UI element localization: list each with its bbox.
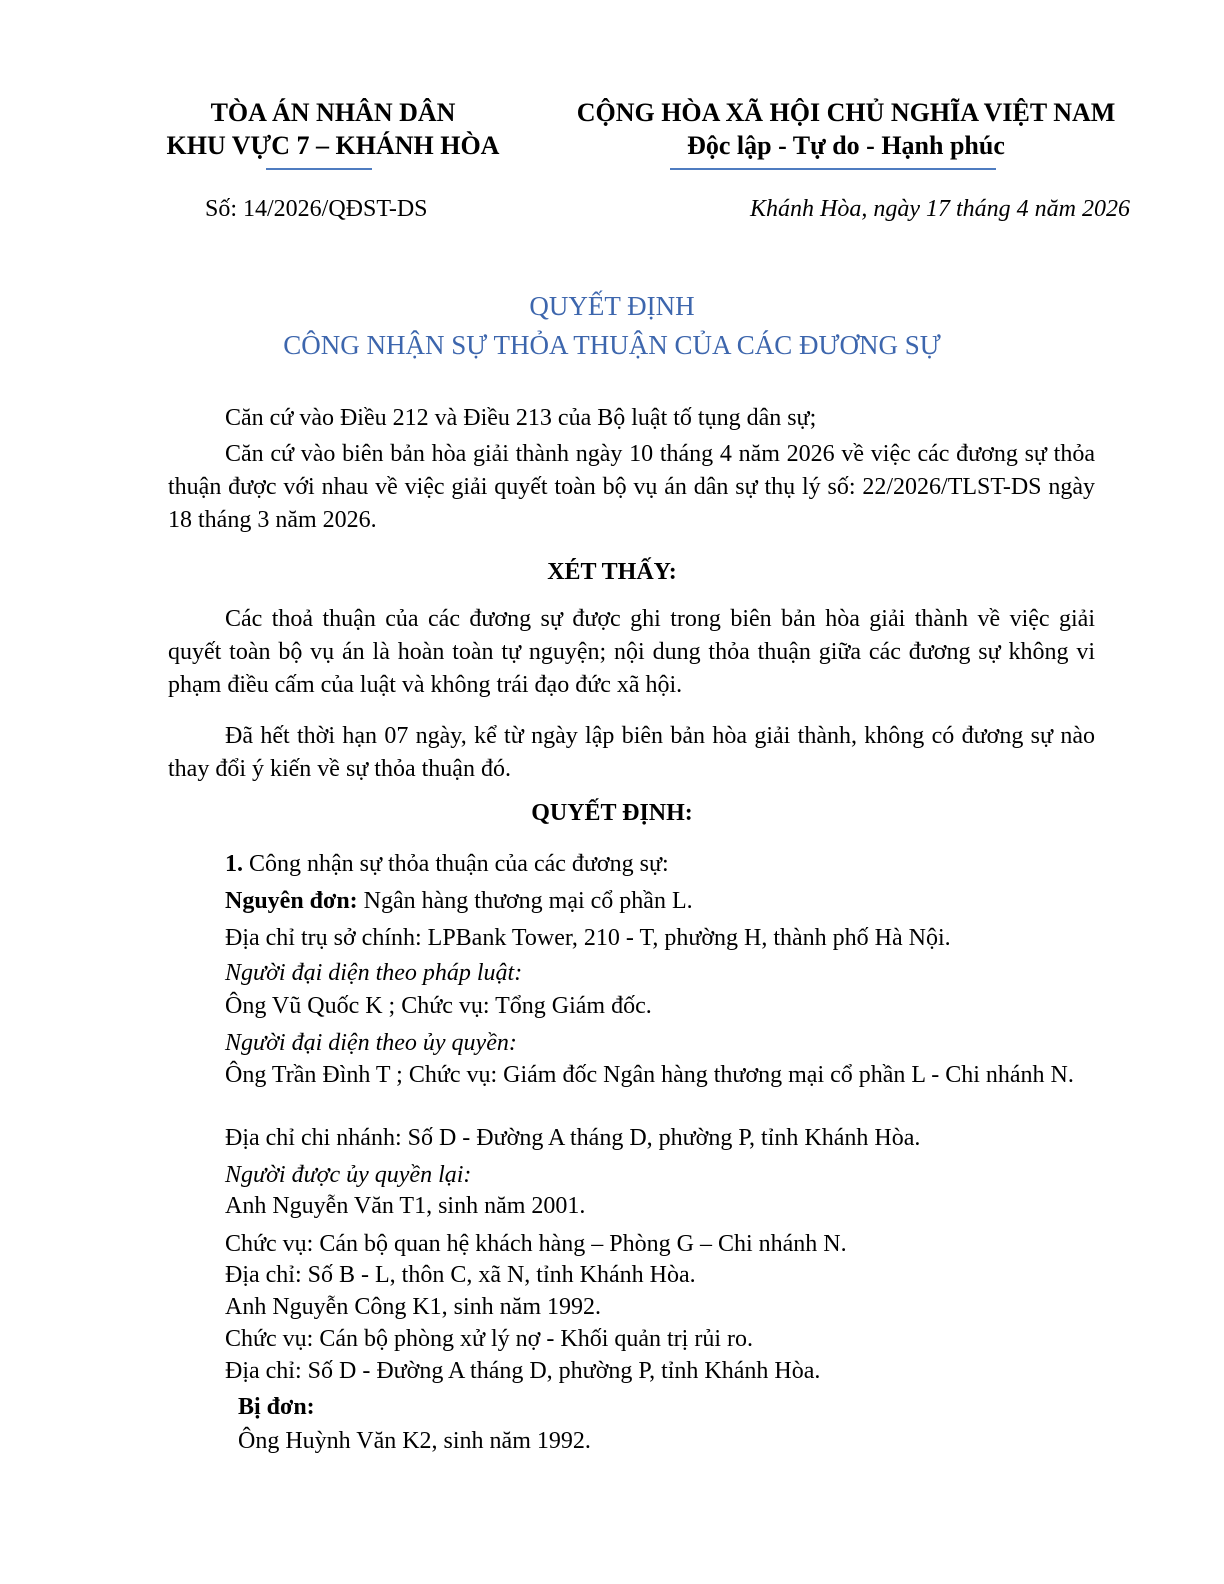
item-text: Công nhận sự thỏa thuận của các đương sự: <box>243 851 669 877</box>
plaintiff-name: Ngân hàng thương mại cổ phần L. <box>357 888 693 914</box>
sub-representative-2-name: Anh Nguyễn Công K1, sinh năm 1992. <box>225 1294 601 1320</box>
document-title: QUYẾT ĐỊNH <box>529 291 695 321</box>
findings-paragraph-1: Các thoả thuận của các đương sự được ghi trong biên bản hòa giải thành về việc giải quyết toàn bộ vụ án là hoàn toàn tự nguyện; nội dung thỏa thuận giữa các đương sự không vi phạm điều cấm của luật và không trái đạo đức xã hội. <box>168 606 1095 698</box>
sub-representative-2-position: Chức vụ: Cán bộ phòng xử lý nợ - Khối quản trị rủi ro. <box>225 1326 753 1352</box>
plaintiff-label: Nguyên đơn: <box>225 888 358 914</box>
branch-address: Địa chỉ chi nhánh: Số D - Đường A tháng D, phường P, tỉnh Khánh Hòa. <box>225 1125 921 1151</box>
basis-paragraph-2: Căn cứ vào biên bản hòa giải thành ngày 10 tháng 4 năm 2026 về việc các đương sự thỏa thuận được với nhau về việc giải quyết toàn bộ vụ án dân sự thụ lý số: 22/2026/TLST-DS ngày 18 tháng 3 năm 2026. <box>168 441 1095 533</box>
sub-auth-label: Người được ủy quyền lại: <box>225 1162 472 1188</box>
decision-number: Số: 14/2026/QĐST-DS <box>205 196 428 222</box>
legal-rep: Ông Vũ Quốc K ; Chức vụ: Tổng Giám đốc. <box>225 993 652 1019</box>
document-subtitle: CÔNG NHẬN SỰ THỎA THUẬN CỦA CÁC ĐƯƠNG SỰ <box>283 330 941 360</box>
findings-paragraph-2: Đã hết thời hạn 07 ngày, kể từ ngày lập biên bản hòa giải thành, không có đương sự nào thay đổi ý kiến về sự thỏa thuận đó. <box>168 723 1095 782</box>
defendant-name: Ông Huỳnh Văn K2, sinh năm 1992. <box>238 1428 591 1454</box>
legal-rep-label: Người đại diện theo pháp luật: <box>225 960 523 986</box>
national-title: CỘNG HÒA XÃ HỘI CHỦ NGHĨA VIỆT NAM <box>576 98 1116 127</box>
motto-underline <box>670 168 996 170</box>
national-motto: Độc lập - Tự do - Hạnh phúc <box>687 131 1005 160</box>
place-date: Khánh Hòa, ngày 17 tháng 4 năm 2026 <box>750 196 1130 222</box>
defendant-label: Bị đơn: <box>238 1394 315 1420</box>
plaintiff-line <box>225 885 693 917</box>
court-underline <box>266 168 372 170</box>
decision-item-1 <box>225 848 669 880</box>
head-office-address: Địa chỉ trụ sở chính: LPBank Tower, 210 - T, phường H, thành phố Hà Nội. <box>225 925 951 951</box>
defendant-label-line <box>238 1391 315 1423</box>
decision-heading: QUYẾT ĐỊNH: <box>531 800 693 826</box>
auth-rep: Ông Trần Đình T ; Chức vụ: Giám đốc Ngân hàng thương mại cổ phần L - Chi nhánh N. <box>225 1062 1074 1088</box>
sub-representative-1-address: Địa chỉ: Số B - L, thôn C, xã N, tỉnh Khánh Hòa. <box>225 1262 696 1288</box>
findings-heading: XÉT THẤY: <box>547 559 677 585</box>
sub-representative-1-position: Chức vụ: Cán bộ quan hệ khách hàng – Phòng G – Chi nhánh N. <box>225 1231 847 1257</box>
item-number: 1. <box>225 851 243 877</box>
sub-representative-2-address: Địa chỉ: Số D - Đường A tháng D, phường P, tỉnh Khánh Hòa. <box>225 1358 821 1384</box>
sub-representative-1-name: Anh Nguyễn Văn T1, sinh năm 2001. <box>225 1193 586 1219</box>
court-name-block <box>148 96 518 162</box>
auth-rep-label: Người đại diện theo ủy quyền: <box>225 1030 517 1056</box>
court-region: KHU VỰC 7 – KHÁNH HÒA <box>166 131 500 160</box>
national-title-block <box>548 96 1144 162</box>
court-name: TÒA ÁN NHÂN DÂN <box>210 98 456 127</box>
basis-paragraph-1: Căn cứ vào Điều 212 và Điều 213 của Bộ luật tố tụng dân sự; <box>225 405 817 431</box>
